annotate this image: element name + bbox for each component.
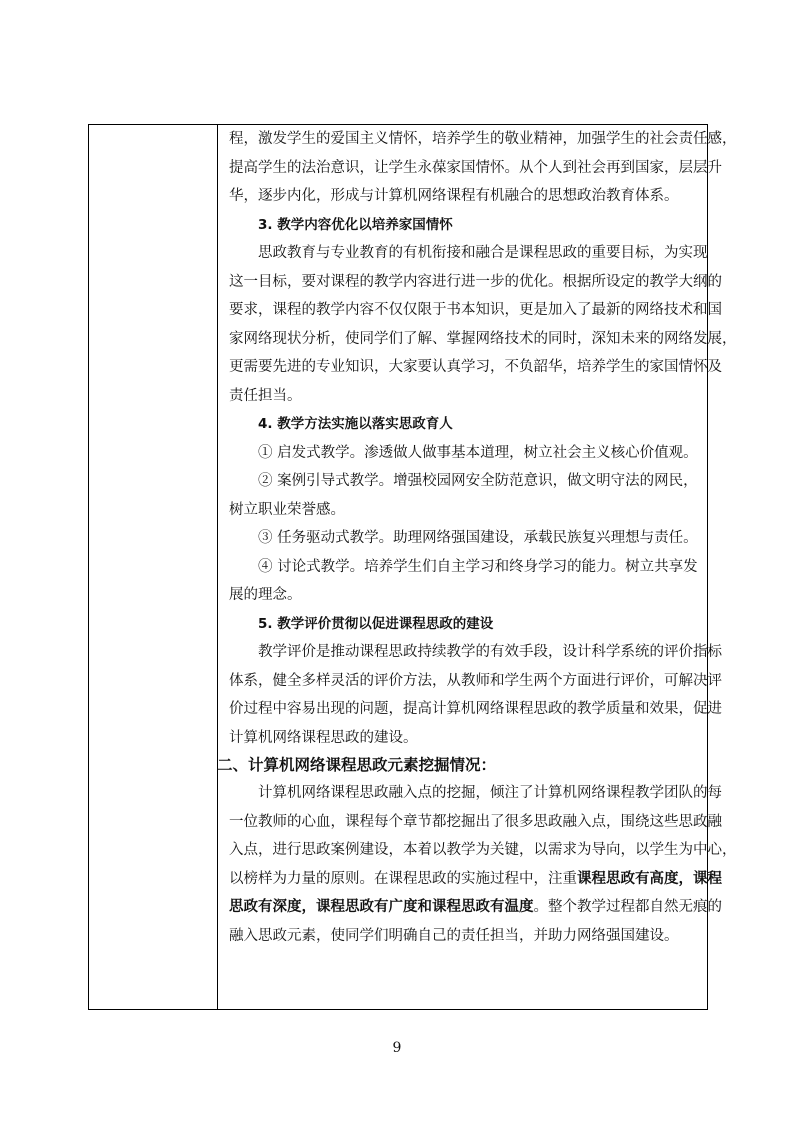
paragraph-line: 华，逐步内化，形成与计算机网络课程有机融合的思想政治教育体系。 bbox=[229, 188, 679, 204]
paragraph-line: 展的理念。 bbox=[229, 587, 302, 603]
subheading-5: 5. 教学评价贯彻以促进课程思政的建设 bbox=[258, 615, 494, 632]
subheading-4: 4. 教学方法实施以落实思政育人 bbox=[258, 416, 453, 432]
paragraph-line: 教学评价是推动课程思政持续教学的有效手段，设计科学系统的评价指标 bbox=[258, 644, 722, 660]
paragraph-line bbox=[229, 893, 722, 922]
text-run: 以榜样为力量的原则。在课程思政的实施过程中，注重 bbox=[229, 870, 577, 887]
paragraph-line: 要求，课程的教学内容不仅仅限于书本知识，更是加入了最新的网络技术和国 bbox=[229, 302, 722, 318]
paragraph-line: 树立职业荣誉感。 bbox=[229, 501, 345, 518]
subheading-3: 3. 教学内容优化以培养家国情怀 bbox=[258, 216, 453, 233]
text-run: 。整个教学过程都自然无痕的 bbox=[533, 899, 722, 915]
list-item: ② 案例引导式教学。增强校园网安全防范意识，做文明守法的网民， bbox=[258, 473, 698, 489]
paragraph-line: 家网络现状分析，使同学们了解、掌握网络技术的同时，深知未来的网络发展， bbox=[229, 330, 737, 347]
paragraph-line: 计算机网络课程思政的建设。 bbox=[229, 729, 418, 746]
paragraph-line: 程，激发学生的爱国主义情怀，培养学生的敬业精神，加强学生的社会责任感， bbox=[229, 131, 737, 147]
emphasis-text: 思政有深度，课程思政有广度和课程思政有温度 bbox=[229, 898, 534, 915]
paragraph-line: 更需要先进的专业知识，大家要认真学习，不负韶华，培养学生的家国情怀及 bbox=[229, 359, 722, 375]
paragraph-line: 融入思政元素，使同学们明确自己的责任担当，并助力网络强国建设。 bbox=[229, 927, 679, 944]
paragraph-line: 责任担当。 bbox=[229, 387, 302, 404]
page-number: 9 bbox=[392, 1040, 402, 1056]
emphasis-text: 课程思政有高度，课程 bbox=[577, 869, 722, 887]
paragraph-line: 思政教育与专业教育的有机衔接和融合是课程思政的重要目标，为实现 bbox=[258, 245, 708, 261]
paragraph-line: 这一目标，要对课程的教学内容进行进一步的优化。根据所设定的教学大纲的 bbox=[229, 273, 722, 290]
paragraph-line: 一位教师的心血，课程每个章节都挖掘出了很多思政融入点，围绕这些思政融 bbox=[229, 813, 722, 830]
list-item: ④ 讨论式教学。培养学生们自主学习和终身学习的能力。树立共享发 bbox=[258, 558, 698, 575]
section-title: 二、计算机网络课程思政元素挖掘情况： bbox=[217, 756, 497, 774]
paragraph-line: 入点，进行思政案例建设，本着以教学为关键，以需求为导向，以学生为中心， bbox=[229, 842, 737, 858]
paragraph-line: 计算机网络课程思政融入点的挖掘，倾注了计算机网络课程教学团队的每 bbox=[258, 785, 722, 801]
paragraph-line bbox=[229, 865, 722, 894]
paragraph-line: 体系，健全多样灵活的评价方法，从教师和学生两个方面进行评价，可解决评 bbox=[229, 672, 722, 689]
paragraph-line: 价过程中容易出现的问题，提高计算机网络课程思政的教学质量和效果，促进 bbox=[229, 701, 722, 717]
paragraph-line: 提高学生的法治意识，让学生永葆家国情怀。从个人到社会再到国家，层层升 bbox=[229, 159, 722, 176]
list-item: ① 启发式教学。渗透做人做事基本道理，树立社会主义核心价值观。 bbox=[258, 444, 698, 461]
table-bottom-rule bbox=[88, 1009, 708, 1010]
list-item: ③ 任务驱动式教学。助理网络强国建设，承载民族复兴理想与责任。 bbox=[258, 530, 698, 546]
content-cell bbox=[217, 125, 737, 950]
content-table bbox=[88, 124, 737, 1009]
column-divider bbox=[217, 125, 218, 1010]
